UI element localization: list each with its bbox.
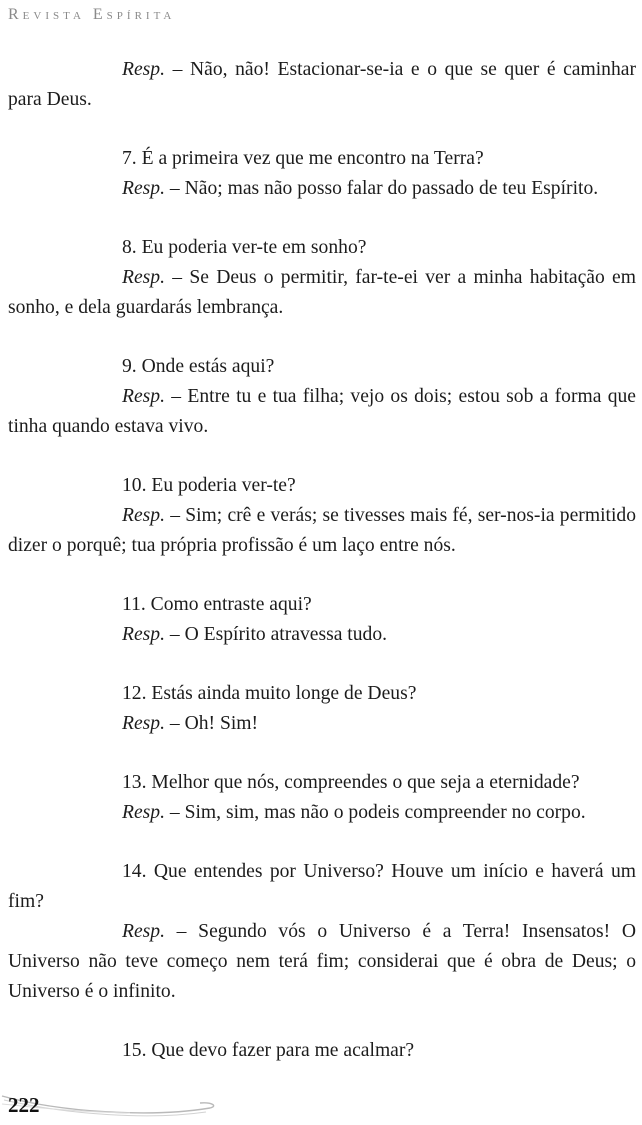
resp-label: Resp. xyxy=(122,386,165,407)
answer-paragraph xyxy=(8,174,636,204)
resp-label: Resp. xyxy=(122,267,165,288)
resp-label: Resp. xyxy=(122,921,165,942)
resp-label: Resp. xyxy=(122,505,165,526)
answer-text: – Oh! Sim! xyxy=(165,713,259,734)
answer-text: – O Espírito atravessa tudo. xyxy=(165,624,388,645)
resp-label: Resp. xyxy=(122,802,165,823)
resp-label: Resp. xyxy=(122,624,165,645)
answer-paragraph xyxy=(8,501,636,561)
question-paragraph: 10. Eu poderia ver-te? xyxy=(122,475,296,496)
page-number: 222 xyxy=(8,1093,40,1117)
question-paragraph: 13. Melhor que nós, compreendes o que seja a eternidade? xyxy=(122,772,580,793)
resp-label: Resp. xyxy=(122,59,165,80)
answer-paragraph xyxy=(8,709,636,739)
answer-paragraph xyxy=(8,620,636,650)
question-paragraph: 15. Que devo fazer para me acalmar? xyxy=(122,1040,415,1061)
answer-text: – Não, não! Estacionar-se-ia e o que se quer é caminhar para Deus. xyxy=(8,59,636,110)
answer-text: – Sim; crê e verás; se tivesses mais fé, ser-nos-ia permitido dizer o porquê; tua própria profissão é um laço entre nós. xyxy=(8,505,636,556)
answer-paragraph xyxy=(8,382,636,442)
question-paragraph: 12. Estás ainda muito longe de Deus? xyxy=(122,683,417,704)
answer-paragraph xyxy=(8,798,636,828)
page-body xyxy=(8,55,636,1066)
answer-text: – Segundo vós o Universo é a Terra! Insensatos! O Universo não teve começo nem terá fim; considerai que é obra de Deus; o Universo é o infinito. xyxy=(8,921,636,1002)
question-paragraph: 14. Que entendes por Universo? Houve um início e haverá um fim? xyxy=(8,861,636,912)
running-header: Revista Espírita xyxy=(8,6,176,23)
resp-label: Resp. xyxy=(122,713,165,734)
question-paragraph: 9. Onde estás aqui? xyxy=(122,356,275,377)
resp-label: Resp. xyxy=(122,178,165,199)
answer-paragraph xyxy=(8,55,636,115)
answer-text: – Sim, sim, mas não o podeis compreender no corpo. xyxy=(165,802,586,823)
answer-text: – Se Deus o permitir, far-te-ei ver a minha habitação em sonho, e dela guardarás lembrança. xyxy=(8,267,636,318)
answer-text: – Não; mas não posso falar do passado de teu Espírito. xyxy=(165,178,599,199)
question-paragraph: 11. Como entraste aqui? xyxy=(122,594,312,615)
answer-paragraph xyxy=(8,263,636,323)
answer-text: – Entre tu e tua filha; vejo os dois; estou sob a forma que tinha quando estava vivo. xyxy=(8,386,636,437)
answer-paragraph xyxy=(8,917,636,1007)
question-paragraph: 8. Eu poderia ver-te em sonho? xyxy=(122,237,367,258)
question-paragraph: 7. É a primeira vez que me encontro na Terra? xyxy=(122,148,484,169)
